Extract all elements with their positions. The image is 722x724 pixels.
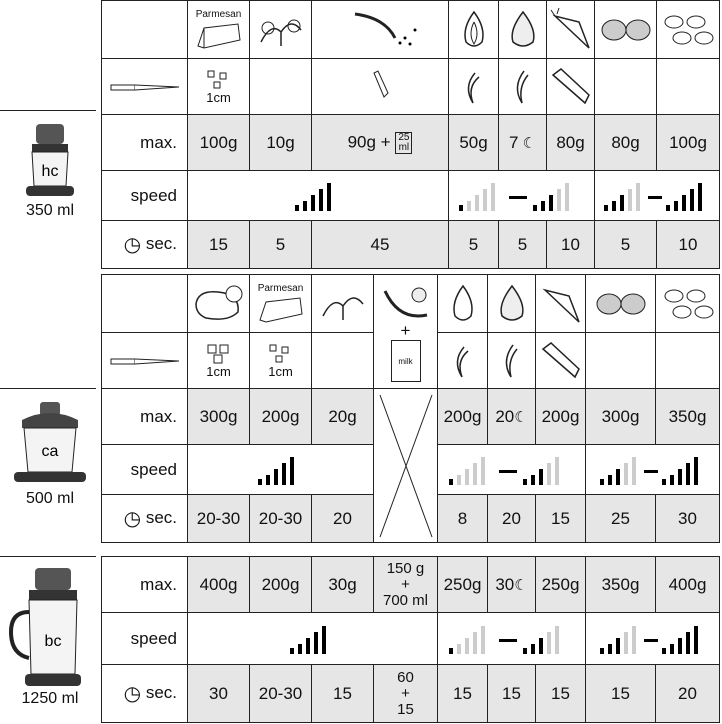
sec-row [102, 665, 720, 723]
speed-label: speed [102, 445, 188, 495]
divider [0, 110, 96, 111]
sec-row [102, 221, 720, 269]
speed-label: speed [102, 613, 188, 665]
max-value: 30g [312, 557, 374, 613]
cheese-icon [194, 20, 244, 50]
prep-row [102, 59, 720, 115]
empty-cell [595, 59, 657, 115]
onion-icon [456, 8, 492, 52]
banana-strawberry-icon [379, 281, 433, 321]
garlic-clove-icon [508, 67, 538, 107]
cheese-icon [256, 294, 306, 324]
max-smoothie [374, 557, 438, 613]
onion-slice-icon [459, 67, 489, 107]
sec-smoothie [374, 665, 438, 723]
parmesan-label: Parmesan [195, 9, 242, 20]
garlic-clove-icon [497, 341, 527, 381]
max-value: 150 g [386, 559, 425, 577]
sec-value: 20-30 [250, 665, 312, 723]
onion-cell [438, 275, 488, 333]
speed-bars-pulse-icon [447, 453, 577, 487]
garlic-count: 7 [508, 132, 519, 152]
speed-bars-pulse [438, 613, 586, 665]
max-value: 400g [656, 557, 720, 613]
sec-value: 20 [312, 495, 374, 543]
speed-bars-pulse [438, 445, 586, 495]
sec-value: 10 [547, 221, 595, 269]
carrot-cell [547, 1, 595, 59]
max-value: 200g [438, 389, 488, 445]
plus-sign: + [400, 321, 411, 340]
table-bc [101, 556, 720, 723]
parmesan-cell [188, 1, 250, 59]
chopper-bc-icon [5, 562, 95, 696]
sec-value: 20-30 [250, 495, 312, 543]
water-unit: ml [398, 141, 410, 153]
knife-cell [102, 333, 188, 389]
onion-slice-icon [448, 341, 478, 381]
sec-label: sec. [145, 682, 177, 702]
cubes-icon [266, 343, 296, 365]
sec-value: 15 [488, 665, 536, 723]
max-value: 300g [586, 389, 656, 445]
pepper-cut-cell [312, 59, 449, 115]
speed-row [102, 171, 720, 221]
speed-bars-pulse [449, 171, 595, 221]
max-garlic [488, 389, 536, 445]
sec-value: 10 [657, 221, 720, 269]
food-icons-row [102, 1, 720, 59]
chopped-pepper-icon [360, 67, 400, 107]
sec-value: 15 [536, 495, 586, 543]
garlic-icon [505, 8, 541, 52]
onion-cell [449, 1, 499, 59]
max-value: 400g [188, 557, 250, 613]
garlic-cell [499, 1, 547, 59]
max-value: 100g [657, 115, 720, 171]
plus-sign: + [401, 684, 410, 702]
blank-cell [102, 275, 188, 333]
cube-cell [188, 59, 250, 115]
sec-value: 5 [595, 221, 657, 269]
cross-out-icon [376, 391, 436, 541]
walnut-icon [598, 10, 654, 50]
speed-bars-pulse-icon [447, 622, 577, 656]
speed-bars-icon [293, 179, 343, 213]
sec-value: 20 [488, 495, 536, 543]
max-value-water [312, 115, 449, 171]
carrot-cut-cell [536, 333, 586, 389]
onion-icon [445, 282, 481, 326]
sec-value: 15 [188, 221, 250, 269]
sec-value: 30 [188, 665, 250, 723]
parsley-icon [318, 286, 368, 322]
almond-icon [660, 10, 716, 50]
carrot-icon [549, 8, 593, 52]
garlic-count: 20 [495, 406, 515, 426]
max-row [102, 557, 720, 613]
parmesan-label: Parmesan [257, 283, 304, 294]
parmesan-cell [250, 275, 312, 333]
sec-value: 5 [449, 221, 499, 269]
chopper-bc [0, 562, 100, 708]
max-garlic [499, 115, 547, 171]
almond-icon [660, 284, 716, 324]
speed-bars-full [188, 613, 438, 665]
divider [0, 388, 96, 389]
garlic-icon [494, 282, 530, 326]
clove-icon: ☾ [514, 576, 528, 594]
knife-icon [109, 79, 181, 95]
milk-carton-icon [391, 340, 421, 382]
cut-size: 1cm [206, 89, 231, 105]
cubes-icon [204, 69, 234, 91]
max-value: 350g [656, 389, 720, 445]
sec-value: 15 [586, 665, 656, 723]
cube-cell [250, 333, 312, 389]
carrot-cell [536, 275, 586, 333]
smoothie-cell [374, 275, 438, 389]
max-value: 90g + [347, 131, 391, 151]
food-icons-row [102, 275, 720, 333]
max-value: 300g [188, 389, 250, 445]
max-value: 250g [438, 557, 488, 613]
carrot-cut-cell [547, 59, 595, 115]
knife-icon [109, 353, 181, 369]
chopper-volume: 500 ml [25, 490, 75, 507]
garlic-count: 30 [495, 574, 515, 594]
speed-bars-nuts [586, 613, 720, 665]
speed-bars-nuts [586, 445, 720, 495]
max-label: max. [102, 115, 188, 171]
speed-bars-nuts-icon [598, 622, 708, 656]
sec-value: 5 [250, 221, 312, 269]
clove-icon: ☾ [518, 134, 537, 152]
empty-cell [586, 333, 656, 389]
walnut-cell [586, 275, 656, 333]
sec-label-cell [102, 495, 188, 543]
parsley-icon [256, 12, 306, 48]
chopper-code: hc [41, 163, 59, 180]
almond-cell [656, 275, 720, 333]
max-value: 10g [250, 115, 312, 171]
sec-value: 15 [536, 665, 586, 723]
carrot-icon [539, 282, 583, 326]
speed-bars-nuts-icon [598, 453, 708, 487]
max-value: 100g [188, 115, 250, 171]
speed-bars-pulse-icon [457, 179, 587, 213]
speed-label: speed [102, 171, 188, 221]
sec-label-cell [102, 221, 188, 269]
max-value: 200g [250, 557, 312, 613]
table-hc [101, 0, 720, 269]
sec-label: sec. [145, 233, 177, 253]
sec-value: 15 [312, 665, 374, 723]
sec-value: 60 [397, 668, 414, 686]
cut-size: 1cm [268, 363, 293, 379]
sec-value: 30 [656, 495, 720, 543]
chili-pepper-icon [335, 8, 425, 52]
speed-bars-full [188, 445, 374, 495]
table-ca [101, 274, 720, 543]
chopper-ca-icon [10, 398, 90, 488]
clock-icon: ◷ [123, 508, 142, 530]
speed-bars-icon [256, 453, 306, 487]
sec-value: 5 [499, 221, 547, 269]
speed-bars-nuts-icon [602, 179, 712, 213]
chopper-volume: 350 ml [25, 202, 75, 219]
meat-icon [192, 284, 246, 324]
empty-cell [656, 333, 720, 389]
plus-sign: + [401, 575, 410, 593]
clock-icon: ◷ [123, 683, 142, 705]
chili-cell [312, 1, 449, 59]
max-value: 700 ml [382, 591, 429, 609]
max-row [102, 389, 720, 445]
carrot-pieces-icon [549, 65, 593, 109]
water-amount: 25 [398, 131, 410, 143]
almond-cell [657, 1, 720, 59]
meat-cell [188, 275, 250, 333]
sec-value: 20 [656, 665, 720, 723]
sec-label-cell [102, 665, 188, 723]
cube-cell [188, 333, 250, 389]
max-value: 200g [250, 389, 312, 445]
max-value: 20g [312, 389, 374, 445]
not-applicable-cell [374, 389, 438, 543]
max-label: max. [102, 557, 188, 613]
blank-cell [102, 1, 188, 59]
knife-cell [102, 59, 188, 115]
divider [0, 556, 96, 557]
clove-icon: ☾ [514, 408, 528, 426]
max-value: 50g [449, 115, 499, 171]
onion-cut-cell [438, 333, 488, 389]
walnut-cell [595, 1, 657, 59]
onion-cut-cell [449, 59, 499, 115]
garlic-cut-cell [499, 59, 547, 115]
meat-cubes-icon [204, 343, 234, 365]
max-row [102, 115, 720, 171]
chopper-volume: 1250 ml [21, 690, 79, 707]
chopper-ca [0, 398, 100, 508]
cut-size: 1cm [206, 363, 231, 379]
sec-value: 15 [397, 700, 414, 718]
chopper-hc [0, 120, 100, 220]
carrot-pieces-icon [539, 339, 583, 383]
speed-bars-nuts [595, 171, 720, 221]
sec-value: 15 [438, 665, 488, 723]
max-garlic [488, 557, 536, 613]
water-cup-icon [395, 132, 412, 154]
sec-value: 45 [312, 221, 449, 269]
parsley-cell [250, 1, 312, 59]
sec-label: sec. [145, 507, 177, 527]
garlic-cut-cell [488, 333, 536, 389]
empty-cell [312, 333, 374, 389]
chopper-hc-icon [20, 120, 80, 200]
chopper-code: ca [41, 443, 59, 460]
sec-value: 20-30 [188, 495, 250, 543]
chopper-code: bc [44, 633, 62, 650]
max-value: 350g [586, 557, 656, 613]
speed-row [102, 613, 720, 665]
empty-cell [250, 59, 312, 115]
max-value: 80g [547, 115, 595, 171]
speed-bars-full [188, 171, 449, 221]
max-value: 200g [536, 389, 586, 445]
speed-bars-icon [288, 622, 338, 656]
walnut-icon [593, 284, 649, 324]
max-value: 80g [595, 115, 657, 171]
parsley-cell [312, 275, 374, 333]
sec-value: 25 [586, 495, 656, 543]
sec-value: 8 [438, 495, 488, 543]
clock-icon: ◷ [123, 234, 142, 256]
max-value: 250g [536, 557, 586, 613]
empty-cell [657, 59, 720, 115]
milk-label: milk [398, 356, 413, 366]
garlic-cell [488, 275, 536, 333]
max-label: max. [102, 389, 188, 445]
